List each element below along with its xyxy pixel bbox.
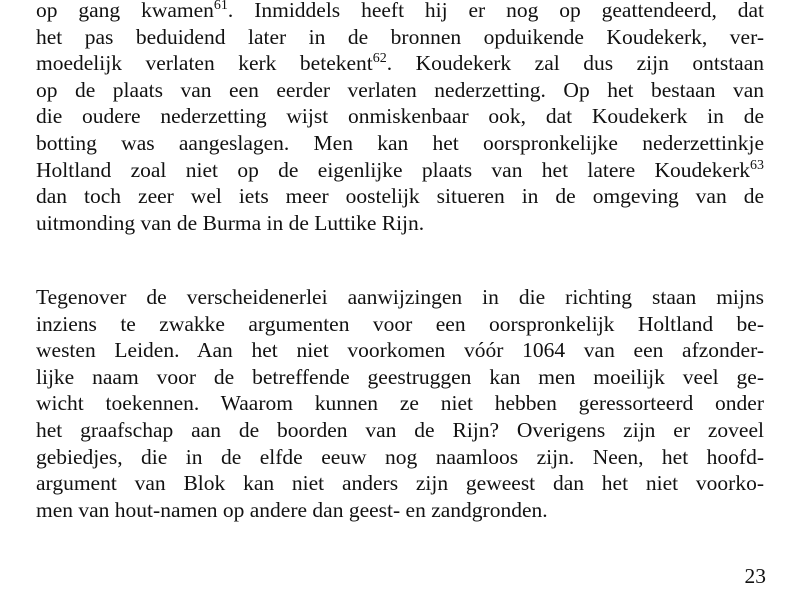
text-line: Tegenover de verscheidenerlei aanwijzingen in die richting staan mijns [36,285,764,309]
text-line: argument van Blok kan niet anders zijn geweest dan het niet voorko- [36,471,764,496]
page-number: 23 [744,564,766,588]
text-line: moedelijk verlaten kerk betekent$^{62}$. Koudekerk zal dus zijn ontstaan [36,51,764,76]
text-line: botting was aangeslagen. Men kan het oorspronkelijke nederzettinkje [36,130,764,155]
text-line: het graafschap aan de boorden van de Rijn? Overigens zijn er zoveel [36,417,764,442]
text-line: dan toch zeer wel iets meer oostelijk situeren in de omgeving van de [36,184,764,209]
footnote-reference: 62 [372,51,387,67]
text-line: wicht toekennen. Waarom kunnen ze niet hebben geressorteerd onder [36,391,764,416]
text-line: inziens te zwakke argumenten voor een oorspronkelijk Holtland be- [36,311,764,336]
text-line: op gang kwamen$^{61}$. Inmiddels heeft hij er nog op geattendeerd, dat [36,0,764,22]
paragraph-1 [36,0,764,236]
text-line: men van hout-namen op andere dan geest- en zandgronden. [36,497,548,522]
footnote-reference: 61 [213,0,228,13]
text-line: het pas beduidend later in de bronnen opduikende Koudekerk, ver- [36,24,764,49]
text-line: westen Leiden. Aan het niet voorkomen vóór 1064 van een afzonder- [36,338,764,363]
text-line: lijke naam voor de betreffende geestruggen kan men moeilijk veel ge- [36,364,764,389]
text-line: op de plaats van een eerder verlaten nederzetting. Op het bestaan van [36,77,764,102]
footnote-reference: 63 [750,157,764,173]
text-line: die oudere nederzetting wijst onmiskenbaar ook, dat Koudekerk in de [36,104,764,129]
text-line: uitmonding van de Burma in de Luttike Rijn. [36,210,425,235]
text-line: gebiedjes, die in de elfde eeuw nog naamloos zijn. Neen, het hoofd- [36,444,764,469]
text-line: Holtland zoal niet op de eigenlijke plaats van het latere Koudekerk$^{63}$ [36,157,764,182]
paragraph-2 [36,284,764,523]
